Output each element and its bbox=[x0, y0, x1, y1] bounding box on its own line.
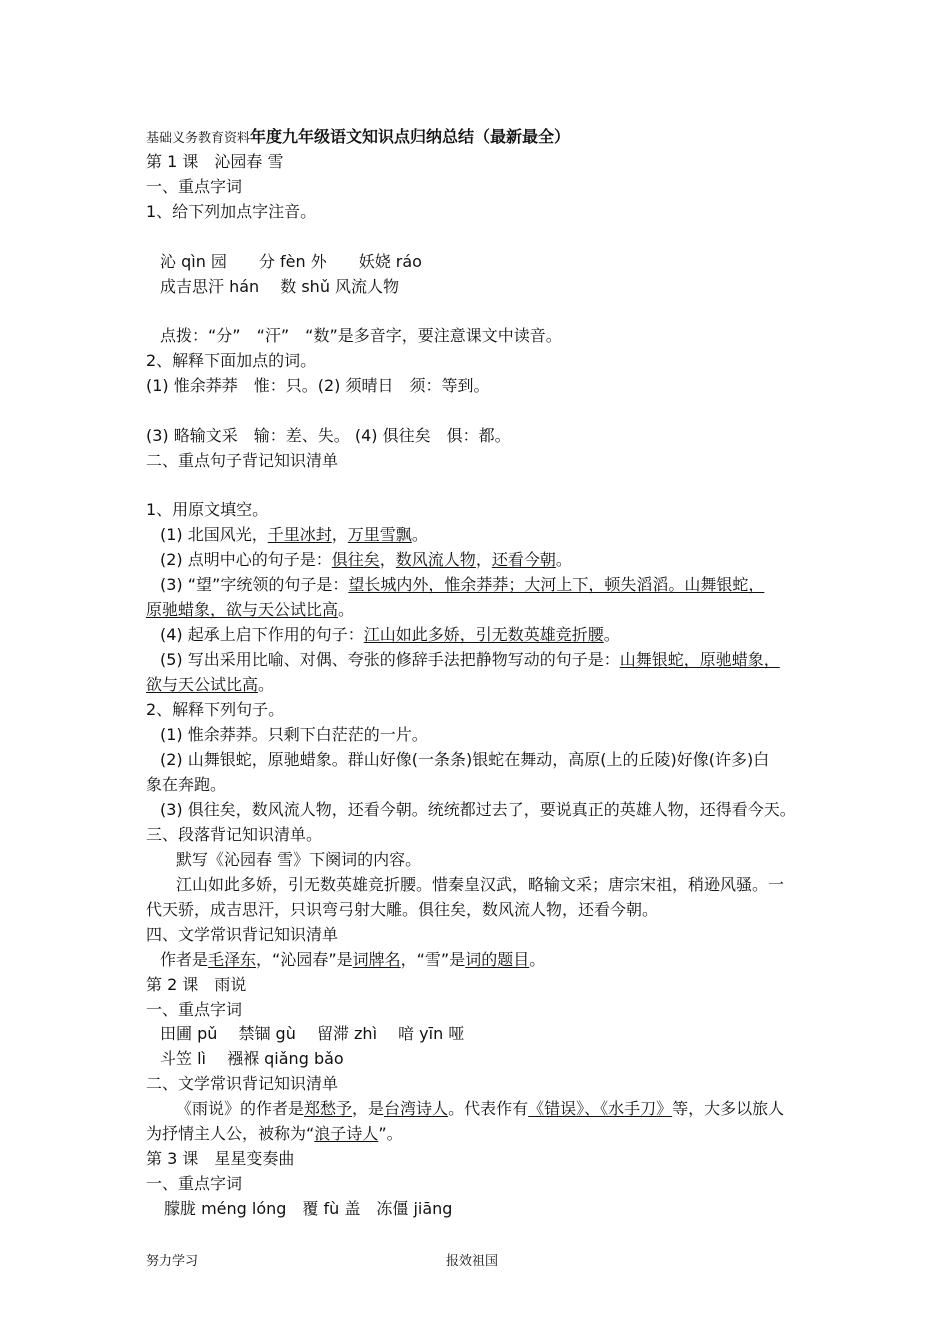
fill-answer: 欲与天公试比高 bbox=[146, 675, 259, 694]
lesson1-section2: 二、重点句子背记知识清单 bbox=[146, 451, 339, 470]
fill-item-3-cont: 原驰蜡象，欲与天公试比高。 bbox=[146, 600, 355, 619]
lesson2-pinyin-line2: 斗笠 lì 襁褓 qiǎng bǎo bbox=[160, 1049, 344, 1068]
fill-item-3: (3) “望”字统领的句子是：望长城内外，惟余莽莽；大河上下，顿失滔滔。山舞银蛇， bbox=[160, 575, 765, 594]
lesson1-q2: 2、解释下面加点的词。 bbox=[146, 351, 317, 370]
fill-answer: 万里雪飘 bbox=[347, 525, 412, 544]
topic-answer: 词的题目 bbox=[465, 950, 530, 969]
lesson1-tip: 点拨：“分” “汗” “数”是多音字，要注意课文中读音。 bbox=[160, 326, 562, 345]
author-answer: 郑愁予 bbox=[304, 1099, 353, 1118]
lesson3-section1: 一、重点字词 bbox=[146, 1174, 243, 1193]
passage-line-1: 江山如此多娇，引无数英雄竞折腰。惜秦皇汉武，略输文采；唐宗宋祖，稍逊风骚。一 bbox=[176, 875, 785, 894]
lesson1-section4: 四、文学常识背记知识清单 bbox=[146, 925, 339, 944]
title-answer: 浪子诗人 bbox=[314, 1124, 379, 1143]
lesson3-pinyin-line1: 朦胧 méng lóng 覆 fù 盖 冻僵 jiāng bbox=[164, 1199, 453, 1218]
document-header bbox=[146, 126, 570, 150]
lesson1-word-explain-2: (3) 略输文采 输：差、失。 (4) 俱往矣 俱：都。 bbox=[146, 426, 511, 445]
footer-left: 努力学习 bbox=[146, 1254, 199, 1269]
lesson1-pinyin-line2: 成吉思汗 hán 数 shǔ 风流人物 bbox=[160, 277, 400, 296]
fill-item-1: (1) 北国风光，千里冰封，万里雪飘。 bbox=[160, 525, 428, 544]
lesson2-pinyin-line1: 田圃 pǔ 禁锢 gù 留滞 zhì 喑 yīn 哑 bbox=[160, 1024, 465, 1043]
lesson2-section1: 一、重点字词 bbox=[146, 1000, 243, 1019]
fill-answer: 还看今朝 bbox=[491, 550, 556, 569]
fill-answer: 江山如此多娇，引无数英雄竞折腰 bbox=[363, 625, 604, 644]
explain-item-1: (1) 惟余莽莽。只剩下白茫茫的一片。 bbox=[160, 725, 428, 744]
lesson2-lit-line1: 《雨说》的作者是郑愁予，是台湾诗人。代表作有《错误》、《水手刀》等，大多以旅人 bbox=[176, 1099, 785, 1118]
explain-title: 2、解释下列句子。 bbox=[146, 700, 285, 719]
footer-right: 报效祖国 bbox=[446, 1254, 499, 1269]
explain-item-3: (3) 俱往矣，数风流人物，还看今朝。统统都过去了，要说真正的英雄人物，还得看今天。 bbox=[160, 800, 796, 819]
works-answer: 《错误》、《水手刀》 bbox=[528, 1099, 673, 1118]
lesson2-heading: 第 2 课 雨说 bbox=[146, 975, 247, 994]
lesson1-pinyin-line1: 沁 qìn 园 分 fèn 外 妖娆 ráo bbox=[160, 252, 422, 271]
explain-item-2-cont: 象在奔跑。 bbox=[146, 775, 227, 794]
lesson2-lit-line2: 为抒情主人公，被称为“浪子诗人”。 bbox=[146, 1124, 403, 1143]
fill-answer: 原驰蜡象，欲与天公试比高 bbox=[146, 600, 339, 619]
lesson1-section1: 一、重点字词 bbox=[146, 177, 243, 196]
passage-line-2: 代天骄，成吉思汗，只识弯弓射大雕。俱往矣，数风流人物，还看今朝。 bbox=[146, 900, 659, 919]
document-title: 年度九年级语文知识点归纳总结（最新最全） bbox=[250, 127, 571, 146]
place-answer: 台湾诗人 bbox=[384, 1099, 449, 1118]
author-answer: 毛泽东 bbox=[208, 950, 257, 969]
passage-intro: 默写《沁园春 雪》下阕词的内容。 bbox=[176, 850, 422, 869]
fill-answer: 望长城内外，惟余莽莽；大河上下，顿失滔滔。山舞银蛇， bbox=[348, 575, 765, 594]
header-prefix: 基础义务教育资料 bbox=[146, 131, 251, 146]
fill-item-4: (4) 起承上启下作用的句子：江山如此多娇，引无数英雄竞折腰。 bbox=[160, 625, 620, 644]
explain-item-2: (2) 山舞银蛇，原驰蜡象。群山好像(一条条)银蛇在舞动，高原(上的丘陵)好像(许多)白 bbox=[160, 750, 770, 769]
lesson1-heading: 第 1 课 沁园春 雪 bbox=[146, 152, 284, 171]
fill-item-2: (2) 点明中心的句子是：俱往矣，数风流人物，还看今朝。 bbox=[160, 550, 572, 569]
fill-title: 1、用原文填空。 bbox=[146, 500, 269, 519]
lesson2-section2: 二、文学常识背记知识清单 bbox=[146, 1074, 339, 1093]
lesson1-q1: 1、给下列加点字注音。 bbox=[146, 202, 317, 221]
fill-answer: 数风流人物 bbox=[395, 550, 476, 569]
lesson1-word-explain-1: (1) 惟余莽莽 惟：只。(2) 须晴日 须：等到。 bbox=[146, 376, 490, 395]
fill-answer: 俱往矣 bbox=[331, 550, 380, 569]
fill-item-5-cont: 欲与天公试比高。 bbox=[146, 675, 275, 694]
fill-item-5: (5) 写出采用比喻、对偶、夸张的修辞手法把静物写动的句子是：山舞银蛇，原驰蜡象， bbox=[160, 650, 780, 669]
lesson3-heading: 第 3 课 星星变奏曲 bbox=[146, 1149, 295, 1168]
lesson1-section3: 三、段落背记知识清单。 bbox=[146, 825, 323, 844]
author-note: 作者是毛泽东，“沁园春”是词牌名，“雪”是词的题目。 bbox=[160, 950, 546, 969]
fill-answer: 千里冰封 bbox=[267, 525, 332, 544]
fill-answer: 山舞银蛇，原驰蜡象， bbox=[619, 650, 780, 669]
cipai-answer: 词牌名 bbox=[352, 950, 401, 969]
